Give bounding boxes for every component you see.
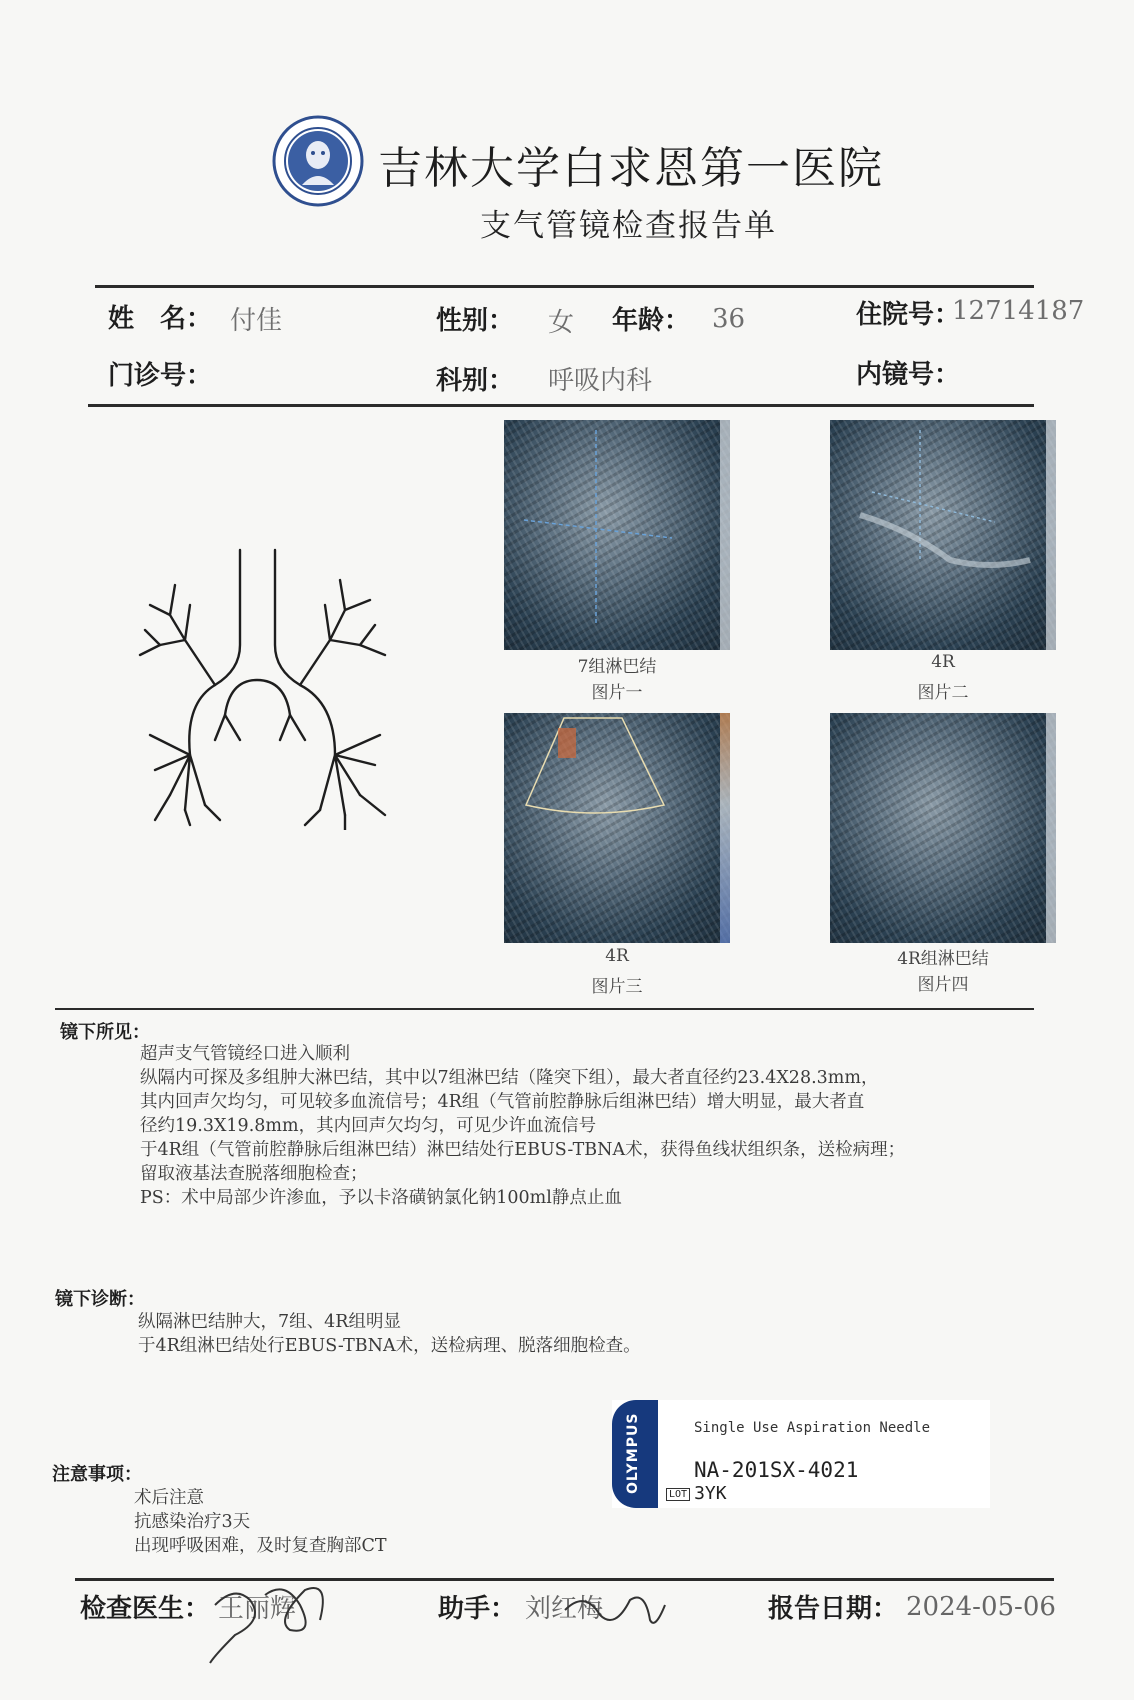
image-1-label: 图片一 [591, 683, 643, 703]
image-3-label: 图片三 [591, 977, 643, 997]
lot-icon: LOT [666, 1488, 690, 1501]
patient-name: 付佳 [230, 306, 283, 336]
report-date: 2024-05-06 [906, 1592, 1056, 1622]
doctor-signature [205, 1575, 355, 1665]
header-divider [95, 285, 1034, 288]
findings-text [140, 1042, 905, 1210]
image-2-caption: 4R [931, 652, 955, 672]
sticker-model: NA-201SX-4021 [694, 1458, 859, 1482]
ultrasound-image-2 [830, 420, 1056, 650]
report-title: 支气管镜检查报告单 [480, 208, 777, 244]
patient-dept: 呼吸内科 [548, 366, 653, 396]
assistant-signature [560, 1585, 670, 1635]
findings-line: 留取液基法查脱落细胞检查； [140, 1164, 368, 1184]
notes-line: 出现呼吸困难，及时复查胸部CT [134, 1536, 387, 1556]
sticker-lot: LOT 3YK [666, 1483, 727, 1504]
doctor-name: 王丽辉 [218, 1594, 297, 1624]
bronchial-tree-diagram [130, 545, 430, 830]
findings-line: 其内回声欠均匀，可见较多血流信号；4R组（气管前腔静脉后组淋巴结）增大明显，最大者直 [140, 1092, 865, 1112]
image-4-caption: 4R组淋巴结 [897, 949, 989, 969]
sex-label: 性别： [436, 306, 515, 336]
hospital-logo [272, 115, 364, 207]
info-divider [88, 404, 1034, 407]
assistant-name: 刘红梅 [525, 1594, 604, 1624]
diagnosis-text [138, 1310, 641, 1358]
image-1-caption: 7组淋巴结 [577, 657, 657, 677]
olympus-logo: OLYMPUS [612, 1400, 658, 1508]
notes-line: 术后注意 [134, 1488, 204, 1508]
notes-heading: 注意事项： [52, 1464, 142, 1485]
ultrasound-image-1 [504, 420, 730, 650]
notes-text [134, 1486, 387, 1558]
dept-label: 科别： [436, 366, 515, 396]
sticker-product: Single Use Aspiration Needle [694, 1420, 931, 1436]
image-2-label: 图片二 [917, 683, 969, 703]
inpatient-no-label: 住院号： [856, 300, 961, 330]
ultrasound-image-4 [830, 713, 1056, 943]
findings-line: 于4R组（气管前腔静脉后组淋巴结）淋巴结处行EBUS-TBNA术，获得鱼线状组织条，送检病理； [140, 1140, 906, 1160]
images-divider [55, 1008, 1034, 1010]
diagnosis-heading: 镜下诊断： [55, 1289, 145, 1310]
doctor-label: 检查医生： [80, 1594, 211, 1624]
image-4-label: 图片四 [917, 975, 969, 995]
endoscope-no-label: 内镜号： [856, 360, 961, 390]
findings-line: 纵隔内可探及多组肿大淋巴结，其中以7组淋巴结（隆突下组），最大者直径约23.4X28.3mm， [140, 1068, 879, 1088]
notes-line: 抗感染治疗3天 [134, 1512, 251, 1532]
diagnosis-line: 纵隔淋巴结肿大，7组、4R组明显 [138, 1312, 401, 1332]
findings-heading: 镜下所见： [60, 1022, 150, 1043]
findings-line: 超声支气管镜经口进入顺利 [140, 1044, 350, 1064]
patient-age: 36 [712, 304, 746, 334]
patient-sex: 女 [548, 308, 575, 338]
age-label: 年龄： [612, 306, 691, 336]
outpatient-no-label: 门诊号： [108, 361, 213, 391]
diagnosis-line: 于4R组淋巴结处行EBUS-TBNA术，送检病理、脱落细胞检查。 [138, 1336, 641, 1356]
image-3-caption: 4R [605, 946, 629, 966]
ultrasound-image-3 [504, 713, 730, 943]
findings-line: PS：术中局部少许渗血，予以卡洛磺钠氯化钠100ml静点止血 [140, 1188, 622, 1208]
date-label: 报告日期： [768, 1594, 899, 1624]
inpatient-no: 12714187 [952, 296, 1085, 326]
needle-sticker [612, 1400, 990, 1508]
findings-line: 径约19.3X19.8mm，其内回声欠均匀，可见少许血流信号 [140, 1116, 597, 1136]
hospital-name: 吉林大学白求恩第一医院 [378, 143, 884, 194]
name-label: 姓 名： [108, 304, 213, 334]
assistant-label: 助手： [438, 1594, 517, 1624]
